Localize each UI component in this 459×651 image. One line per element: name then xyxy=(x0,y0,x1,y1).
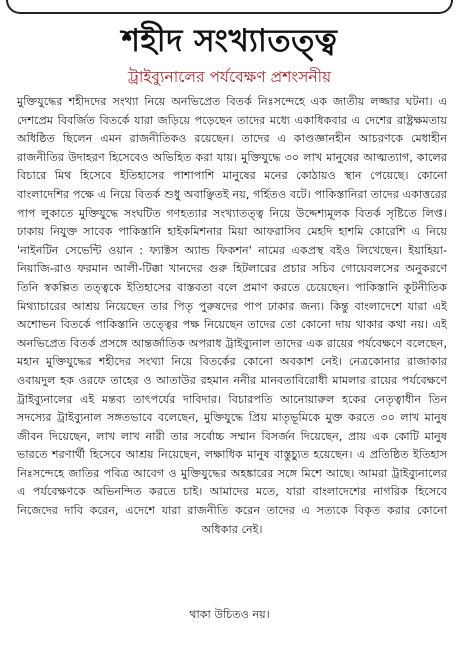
decorative-top-border xyxy=(6,0,453,14)
subheadline: ট্রাইব্যুনালের পর্যবেক্ষণ প্রশংসনীয় xyxy=(127,68,332,86)
headline: শহীদ সংখ্যাতত্ত্ব xyxy=(121,23,338,59)
closing-line: থাকা উচিতও নয়। xyxy=(189,608,270,621)
article-body: মুক্তিযুদ্ধের শহীদদের সংখ্যা নিয়ে অনভিপ্রেত বিতর্ক নিঃসন্দেহে এক জাতীয় লজ্জার ঘটনা। এ দেশপ্রেম বিবর্জিত বিতর্কে যারা জড়িয়ে পড়েছেন তাদের মধ্যে একাধিকবার এ দেশের রাষ্ট্রক্ষমতায় অধিষ্ঠিত ছিলেন এমন রাজনীতিকও রয়েছেন। তাদের এ কাণ্ডজ্ঞানহীন আচরণকে মেধাহীন রাজনীতির উদাহরণ হিসেবেও অভিহিত করা যায়। মুক্তিযুদ্ধে ৩০ লাখ মানুষের আত্মত্যাগ, কালের বিচারে মিথ হিসেবে ইতিহাসের পাশাপাশি মানুষের মনের কোঠায়ও স্থান পেয়েছে। কোনো বাংলাদেশির পক্ষে এ নিয়ে বিতর্ক শুধু অবাঞ্ছিতই নয়, গর্হিতও বটে। পাকিস্তানিরা তাদের একাত্তরের পাপ লুকাতে মুক্তিযুদ্ধে সংঘটিত গণহত্যার সংখ্যাতত্ত্ব নিয়ে উদ্দেশ্যমূলক বিতর্ক সৃষ্টিতে লিপ্ত। ঢাকায় নিযুক্ত সাবেক পাকিস্তানি হাইকমিশনার মিয়া আফরাসিব মেহদি হাশমি কোরেশি এ নিয়ে 'নাইনটিন সেভেন্টি ওয়ান : ফ্যাক্টস অ্যান্ড ফিকশন' নামের একপ্রস্থ বইও লিখেছেন। ইয়াহিয়া-নিয়াজি-রাও ফরমান আলী-টিক্কা খানদের গুরু হিটলারের প্রচার সচিব গোয়েবলসের অনুকরণে তিনি স্বকল্পিত তত্ত্বকে ইতিহাসের বাস্তবতা বলে প্রমাণ করতে চেয়েছেন। পাকিস্তানি কূটনীতিক মিথ্যাচারের আশ্রয় নিয়েছেন তার পিতৃ পুরুষদের পাপ ঢাকার জন্য। কিন্তু বাংলাদেশে যারা এই অশোভন বিতর্কে পাকিস্তানি তত্ত্বের পক্ষ নিয়েছেন তাদের তো কোনো দায় থাকার কথা নয়। এই অনভিপ্রেত বিতর্ক প্রসঙ্গে আন্তর্জাতিক অপরাধ ট্রাইব্যুনাল তাদের এক রায়ের পর্যবেক্ষণে বলেছেন, মহান মুক্তিযুদ্ধের শহীদের সংখ্যা নিয়ে বিতর্কের কোনো অবকাশ নেই। নেত্রকোনার রাজাকার ওবায়দুল হক ওরফে তাহের ও আতাউর রহমান ননীর মানবতাবিরোধী মামলার রায়ের পর্যবেক্ষণে ট্রাইব্যুনালের এই মন্তব্য তাৎপর্যের দাবিদার। বিচারপতি আনোয়ারুল হকের নেতৃত্বাধীন তিন সদস্যের ট্রাইব্যুনাল সঙ্গতভাবে বলেছেন, মুক্তিযুদ্ধে প্রিয় মাতৃভূমিকে মুক্ত করতে ৩০ লাখ মানুষ জীবন দিয়েছেন, লাখ লাখ নারী তার সর্বোচ্চ সম্মান বিসর্জন দিয়েছেন, প্রায় এক কোটি মানুষ ভারতে শরণার্থী হিসেবে আশ্রয় নিয়েছেন, লক্ষাধিক মানুষ বাস্তুচ্যুত হয়েছেন। এ প্রতিষ্ঠিত ইতিহাস নিঃসন্দেহে জাতির পবিত্র আবেগ ও মুক্তিযুদ্ধের অহঙ্কারের সঙ্গে মিশে আছে। আমরা ট্রাইব্যুনালের এ পর্যবেক্ষণকে অভিনন্দিত করতে চাই। আমাদের মতে, যারা বাংলাদেশের নাগরিক হিসেবে নিজেদের দাবি করেন, এদেশে যারা রাজনীতি করেন তাদের এ সত্যকে বিকৃত করার কোনো অধিকার নেই। xyxy=(17,95,447,536)
